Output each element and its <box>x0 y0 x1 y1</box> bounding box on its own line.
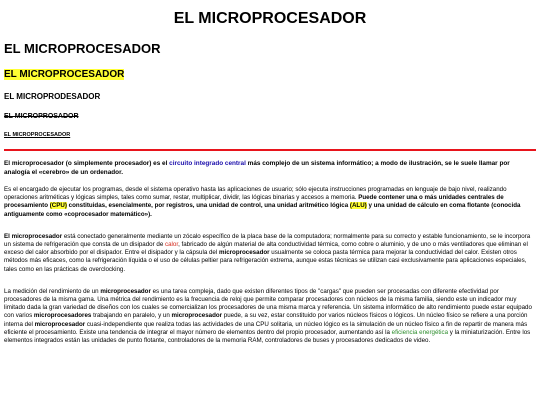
p1-bold-3: y una unidad de cálculo en coma flotante (conocida antiguamente como «coprocesador matemático»). <box>4 202 521 218</box>
heat-word: calor <box>164 241 179 249</box>
heading-1: EL MICROPROCESADOR <box>173 10 367 27</box>
red-divider <box>4 149 536 151</box>
heading-3-text: EL MICROPROCESADOR <box>4 69 125 80</box>
p3-text-d: puede, a su vez, estar constituido por varios núcleos físicos o lógicos. Un núcleo físico se refiere a una porción interna del <box>4 312 528 328</box>
p2-text-a: está conectado generalmente mediante un zócalo específico de la placa base de la computadora; normalmente para su correcto y estable funcionamiento, se le incorpora un sistema de refrigeración que consta de un disipador de <box>4 232 531 249</box>
intro-paragraph <box>4 159 536 177</box>
p2-text-c: usualmente se coloca pasta térmica para mejorar la conductividad del calor. Existen otros métodos más eficaces, como la refrigeración líquida o el uso de células peltier para refrigeración extrema, aunque estas técnicas se utilizan casi exclusivamente para aplicaciones especiales, tales como en las prácticas de overclocking. <box>4 249 527 273</box>
cpu-highlight: (CPU) <box>49 202 67 210</box>
p3-bold-4: microprocesador <box>34 320 86 328</box>
p2-bold-1: El microprocesador <box>4 232 63 240</box>
document <box>0 9 540 345</box>
intro-text-a: El microprocesador (o simplemente procesador) es el <box>4 160 170 167</box>
energy-efficiency-word: eficiencia energética <box>391 328 449 336</box>
p3-text-b: es una tarea compleja, dado que existen diferentes tipos de "cargas" que pueden ser procesadas con diferente efectividad por procesadores de la misma gama. Una métrica del rendimiento es la frecuencia de reloj que permite comparar procesadores con núcleos de la misma familia, siendo este un indicador muy limitado dada la gran variedad de diseños con los cuales se comercializan los procesadores de una misma marca y referencia. Un sistema informático de alto rendimiento puede estar equipado con varios <box>4 287 532 320</box>
p3-text-e: cuasi-independiente que realiza todas las actividades de una CPU solitaria, un núcleo lógico es la simulación de un núcleo físico a fin de repartir de manera más eficiente el procesamiento. Existe una tendencia de integrar el mayor número de elementos dentro del propio procesador, aumentando así la <box>4 320 528 336</box>
p1-bold-1: Puede contener una o más unidades centrales de procesamiento <box>4 194 504 210</box>
heading-3 <box>4 69 536 81</box>
heading-2: EL MICROPROCESADOR <box>4 41 161 56</box>
intro-text-b: más complejo de un sistema informático; a modo de ilustración, se le suele llamar por analogía el «cerebro» de un ordenador. <box>4 160 510 176</box>
heading-4: EL MICROPRODESADOR <box>4 92 101 101</box>
paragraph-functions <box>4 186 536 219</box>
p3-text-f: y la miniaturización. Entre los elementos integrados están las unidades de punto flotante, controladores de la memoria RAM, controladores de buses y procesadores dedicados de video. <box>4 328 531 345</box>
heading-6: EL MICROPROCESADOR <box>4 132 71 138</box>
p2-text-b: , fabricado de algún material de alta conductividad térmica, como cobre o aluminio, y de uno o más ventiladores que eliminan el exceso del calor absorbido por el disipador. Entre el disipador y la cápsula del <box>4 241 528 257</box>
p2-bold-2: microprocesador <box>218 249 270 257</box>
p3-text-a: La medición del rendimiento de un <box>4 287 101 295</box>
p1-bold-2: constituidas, esencialmente, por registros, una unidad de control, una unidad aritmético lógica <box>66 202 350 210</box>
heading-5: EL MICROPROSADOR <box>4 113 79 120</box>
p3-bold-2: microprocesadores <box>33 312 92 320</box>
p3-text-c: trabajando en paralelo, y un <box>91 312 172 320</box>
p1-text-a: Es el encargado de ejecutar los programas, desde el sistema operativo hasta las aplicaciones de usuario; sólo ejecuta instrucciones programadas en lenguaje de bajo nivel, realizando operaciones aritméticas y lógicas simples, tales como sumar, restar, multiplicar, dividir, las lógicas binarias y accesos a memoria. <box>4 186 507 202</box>
p3-bold-1: microprocesador <box>100 287 151 295</box>
paragraph-cooling <box>4 233 536 274</box>
paragraph-performance <box>4 288 536 345</box>
circuit-link[interactable]: circuito integrado central <box>169 160 246 167</box>
alu-highlight: (ALU) <box>349 202 367 210</box>
p3-bold-3: microprocesador <box>171 312 223 320</box>
